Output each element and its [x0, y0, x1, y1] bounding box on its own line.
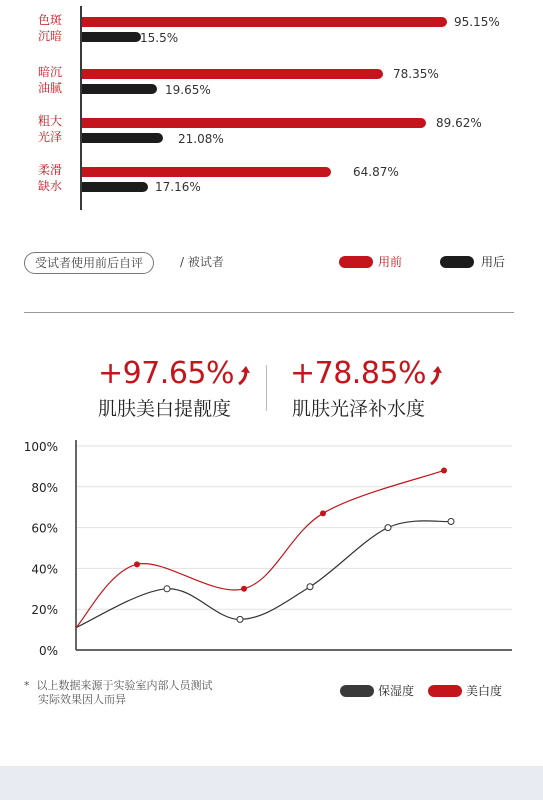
- bar-value-label: 21.08%: [178, 132, 224, 146]
- bar-value-label: 64.87%: [353, 165, 399, 179]
- category-label: 暗沉 油腻: [38, 65, 63, 95]
- stat-moisture-value: +78.85%: [290, 356, 444, 391]
- y-tick-label: 80%: [31, 480, 58, 495]
- bar-value-label: 89.62%: [436, 116, 482, 130]
- bar-value-label: 78.35%: [393, 67, 439, 81]
- point-whitening: [241, 586, 247, 592]
- stat-separator: [266, 365, 267, 411]
- bar-after: [82, 182, 148, 192]
- stat-moisture-label: 肌肤光泽补水度: [292, 398, 426, 420]
- category-label: 色斑 沉暗: [38, 13, 63, 43]
- stat-whitening-value: +97.65%: [98, 356, 252, 391]
- legend-label-after: 用后: [481, 255, 506, 269]
- point-moisture: [307, 584, 313, 590]
- bar-after: [82, 133, 163, 143]
- category-label: 柔滑 缺水: [38, 163, 63, 193]
- series-line-moisture: [76, 521, 451, 628]
- bar-value-label: 95.15%: [454, 15, 500, 29]
- y-tick-label: 100%: [23, 440, 58, 454]
- bar-before: [82, 17, 447, 27]
- bottom-band: [0, 766, 543, 800]
- category-label: 粗大 光泽: [38, 114, 63, 144]
- point-whitening: [320, 510, 326, 516]
- legend-swatch-whitening: [428, 685, 462, 697]
- footnote: * 以上数据来源于实验室内部人员测试 实际效果因人而异: [24, 679, 213, 706]
- bar-before: [82, 118, 426, 128]
- legend-swatch-moisture: [340, 685, 374, 697]
- point-moisture: [164, 586, 170, 592]
- section-divider: [24, 312, 514, 313]
- bar-after: [82, 32, 141, 42]
- point-moisture: [237, 616, 243, 622]
- bar-value-label: 19.65%: [165, 83, 211, 97]
- legend-label-whitening: 美白度: [466, 684, 503, 698]
- arrow-up-icon: [428, 364, 444, 386]
- series-line-whitening: [76, 470, 444, 627]
- point-whitening: [441, 467, 447, 473]
- legend-label-before: 用前: [378, 255, 403, 269]
- survey-note-after: / 被试者: [180, 255, 224, 269]
- arrow-up-icon: [236, 364, 252, 386]
- stat-whitening-label: 肌肤美白提靓度: [98, 398, 232, 420]
- y-tick-label: 60%: [31, 521, 58, 536]
- bar-chart: [0, 0, 543, 230]
- bar-before: [82, 167, 331, 177]
- bar-before: [82, 69, 383, 79]
- legend-swatch-before: [339, 256, 373, 268]
- legend-swatch-after: [440, 256, 474, 268]
- bar-value-label: 15.5%: [140, 31, 179, 45]
- point-moisture: [385, 525, 391, 531]
- legend-label-moisture: 保湿度: [378, 684, 415, 698]
- y-tick-label: 0%: [38, 644, 58, 658]
- bar-value-label: 17.16%: [155, 180, 201, 194]
- y-tick-label: 20%: [31, 603, 58, 618]
- point-whitening: [134, 561, 140, 567]
- point-moisture: [448, 518, 454, 524]
- y-tick-label: 40%: [31, 562, 58, 577]
- bar-after: [82, 84, 157, 94]
- line-chart: [0, 430, 543, 670]
- survey-note-pill: 受试者使用前后自评: [24, 252, 154, 274]
